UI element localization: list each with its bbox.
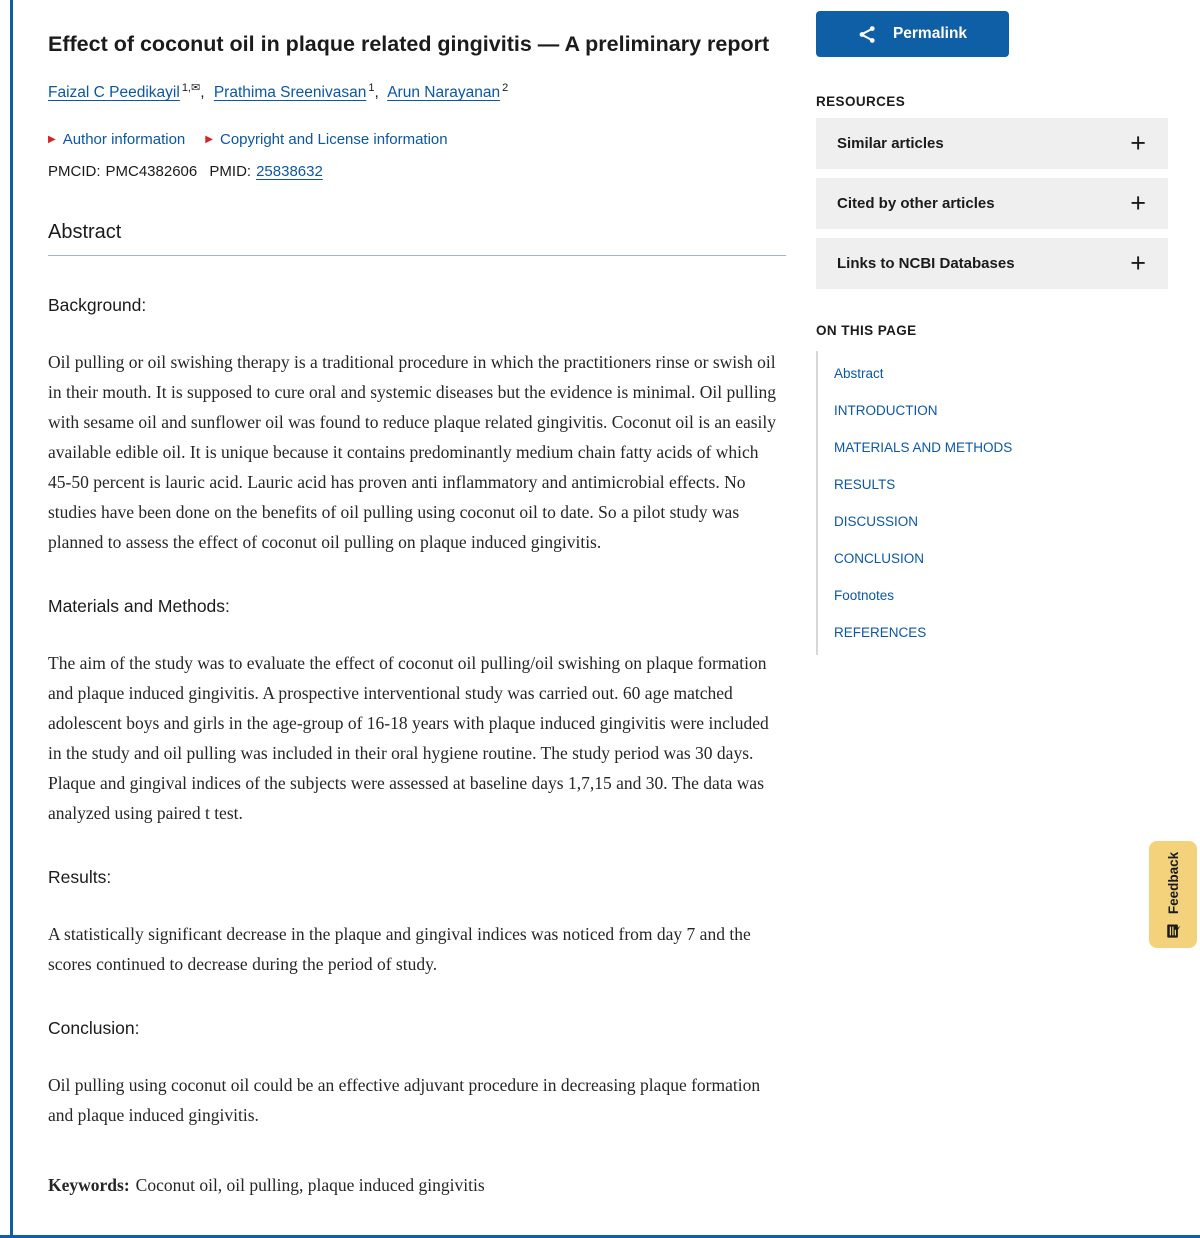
keywords-text: Coconut oil, oil pulling, plaque induced gingivitis <box>135 1175 485 1196</box>
feedback-inner <box>1149 841 1197 948</box>
author-list <box>48 81 786 102</box>
toc-item <box>834 355 1168 392</box>
resources-heading: RESOURCES <box>816 94 906 109</box>
author-separator: , <box>374 84 379 102</box>
feedback-comment-icon <box>1166 923 1181 938</box>
section-text-conclusion: Oil pulling using coconut oil could be an effective adjuvant procedure in decreasing plaque formation and plaque induced gingivitis. <box>48 1075 761 1126</box>
toc-item <box>834 392 1168 429</box>
accordion-ncbi-links[interactable] <box>816 238 1168 289</box>
pmcid-value: PMC4382606 <box>105 163 198 181</box>
toc-item <box>834 466 1168 503</box>
section-heading-results: Results: <box>48 867 112 888</box>
disclosure-triangle-icon: ▶ <box>48 133 56 145</box>
pmid-label: PMID: <box>209 163 252 181</box>
author-information-link[interactable] <box>48 131 185 148</box>
accordion-label: Similar articles <box>837 135 944 152</box>
accordion-cited-by[interactable] <box>816 178 1168 229</box>
plus-icon: + <box>1130 247 1146 278</box>
toc-item <box>834 614 1168 651</box>
share-icon <box>858 24 877 45</box>
toc-link-references[interactable]: REFERENCES <box>834 624 927 640</box>
plus-icon: + <box>1130 127 1146 158</box>
toc-item <box>834 503 1168 540</box>
on-this-page-nav <box>816 351 1168 655</box>
author-affiliation-sup: 2 <box>502 81 509 94</box>
section-heading-background: Background: <box>48 295 147 316</box>
plus-icon: + <box>1130 187 1146 218</box>
keywords-line <box>48 1170 786 1200</box>
toc-item <box>834 540 1168 577</box>
section-text-results: A statistically significant decrease in the plaque and gingival indices was noticed from day 7 and the scores continued to decrease during the period of study. <box>48 924 751 975</box>
section-heading-conclusion: Conclusion: <box>48 1018 140 1039</box>
accordion-label: Cited by other articles <box>837 195 995 212</box>
author-link[interactable]: Faizal C Peedikayil <box>48 84 180 102</box>
sidebar <box>816 0 1168 655</box>
author <box>387 81 509 102</box>
toc-link-abstract[interactable]: Abstract <box>834 365 884 381</box>
toc-link-discussion[interactable]: DISCUSSION <box>834 513 919 529</box>
copyright-license-link[interactable] <box>205 131 447 148</box>
pmid-link[interactable]: 25838632 <box>256 163 323 181</box>
copyright-license-label: Copyright and License information <box>219 131 448 149</box>
section-text-background: Oil pulling or oil swishing therapy is a traditional procedure in which the practitioners rinse or swish oil in their mouth. It is supposed to cure oral and systemic diseases but the evidence is minimal. Oil pulling with sesame oil and sunflower oil was found to reduce plaque related gingivitis. Coconut oil is an easily available edible oil. It is unique because it contains predominantly medium chain fatty acids of which 45-50 percent is lauric acid. Lauric acid has proven anti inflammatory and antimicrobial effects. No studies have been done on the benefits of oil pulling using coconut oil to date. So a pilot study was planned to assess the effect of coconut oil pulling on plaque induced gingivitis. <box>48 352 777 553</box>
author-link[interactable]: Arun Narayanan <box>387 84 501 102</box>
permalink-button[interactable] <box>816 11 1009 57</box>
toc-link-conclusion[interactable]: CONCLUSION <box>834 550 925 566</box>
pmcid-label: PMCID: <box>48 163 101 181</box>
article-info-links <box>48 131 786 148</box>
author-information-label: Author information <box>62 131 186 149</box>
toc-item <box>834 429 1168 466</box>
toc-item <box>834 577 1168 614</box>
author <box>48 81 210 102</box>
toc-link-materials-methods[interactable]: MATERIALS AND METHODS <box>834 439 1013 455</box>
permalink-label: Permalink <box>892 25 968 42</box>
feedback-button[interactable] <box>1149 841 1197 948</box>
toc-link-results[interactable]: RESULTS <box>834 476 896 492</box>
on-this-page-heading: ON THIS PAGE <box>816 323 917 338</box>
toc-link-footnotes[interactable]: Footnotes <box>834 587 895 603</box>
author-separator: , <box>200 84 205 102</box>
disclosure-triangle-icon: ▶ <box>205 133 213 145</box>
section-text-materials: The aim of the study was to evaluate the effect of coconut oil pulling/oil swishing on plaque formation and plaque induced gingivitis. A prospective interventional study was carried out. 60 age matched adolescent boys and girls in the age-group of 16-18 years with plaque induced gingivitis were included in the study and oil pulling was included in their oral hygiene routine. The study period was 30 days. Plaque and gingival indices of the subjects were assessed at baseline days 1,7,15 and 30. The data was analyzed using paired t test. <box>48 653 769 824</box>
accordion-similar-articles[interactable] <box>816 118 1168 169</box>
accordion-label: Links to NCBI Databases <box>837 255 1015 272</box>
article-ids <box>48 163 786 180</box>
abstract-heading: Abstract <box>48 221 786 256</box>
section-heading-materials: Materials and Methods: <box>48 596 230 617</box>
author-link[interactable]: Prathima Sreenivasan <box>213 84 367 102</box>
article-main-column <box>48 0 786 1200</box>
toc-link-introduction[interactable]: INTRODUCTION <box>834 402 938 418</box>
page-title: Effect of coconut oil in plaque related gingivitis — A preliminary report <box>48 32 770 56</box>
author-affiliation-sup: 1 <box>368 81 375 94</box>
author <box>213 81 384 102</box>
page-left-border <box>10 0 13 1238</box>
feedback-label: Feedback <box>1165 851 1181 914</box>
keywords-label: Keywords: <box>48 1175 130 1196</box>
author-affiliation-sup: 1,✉ <box>181 81 201 94</box>
